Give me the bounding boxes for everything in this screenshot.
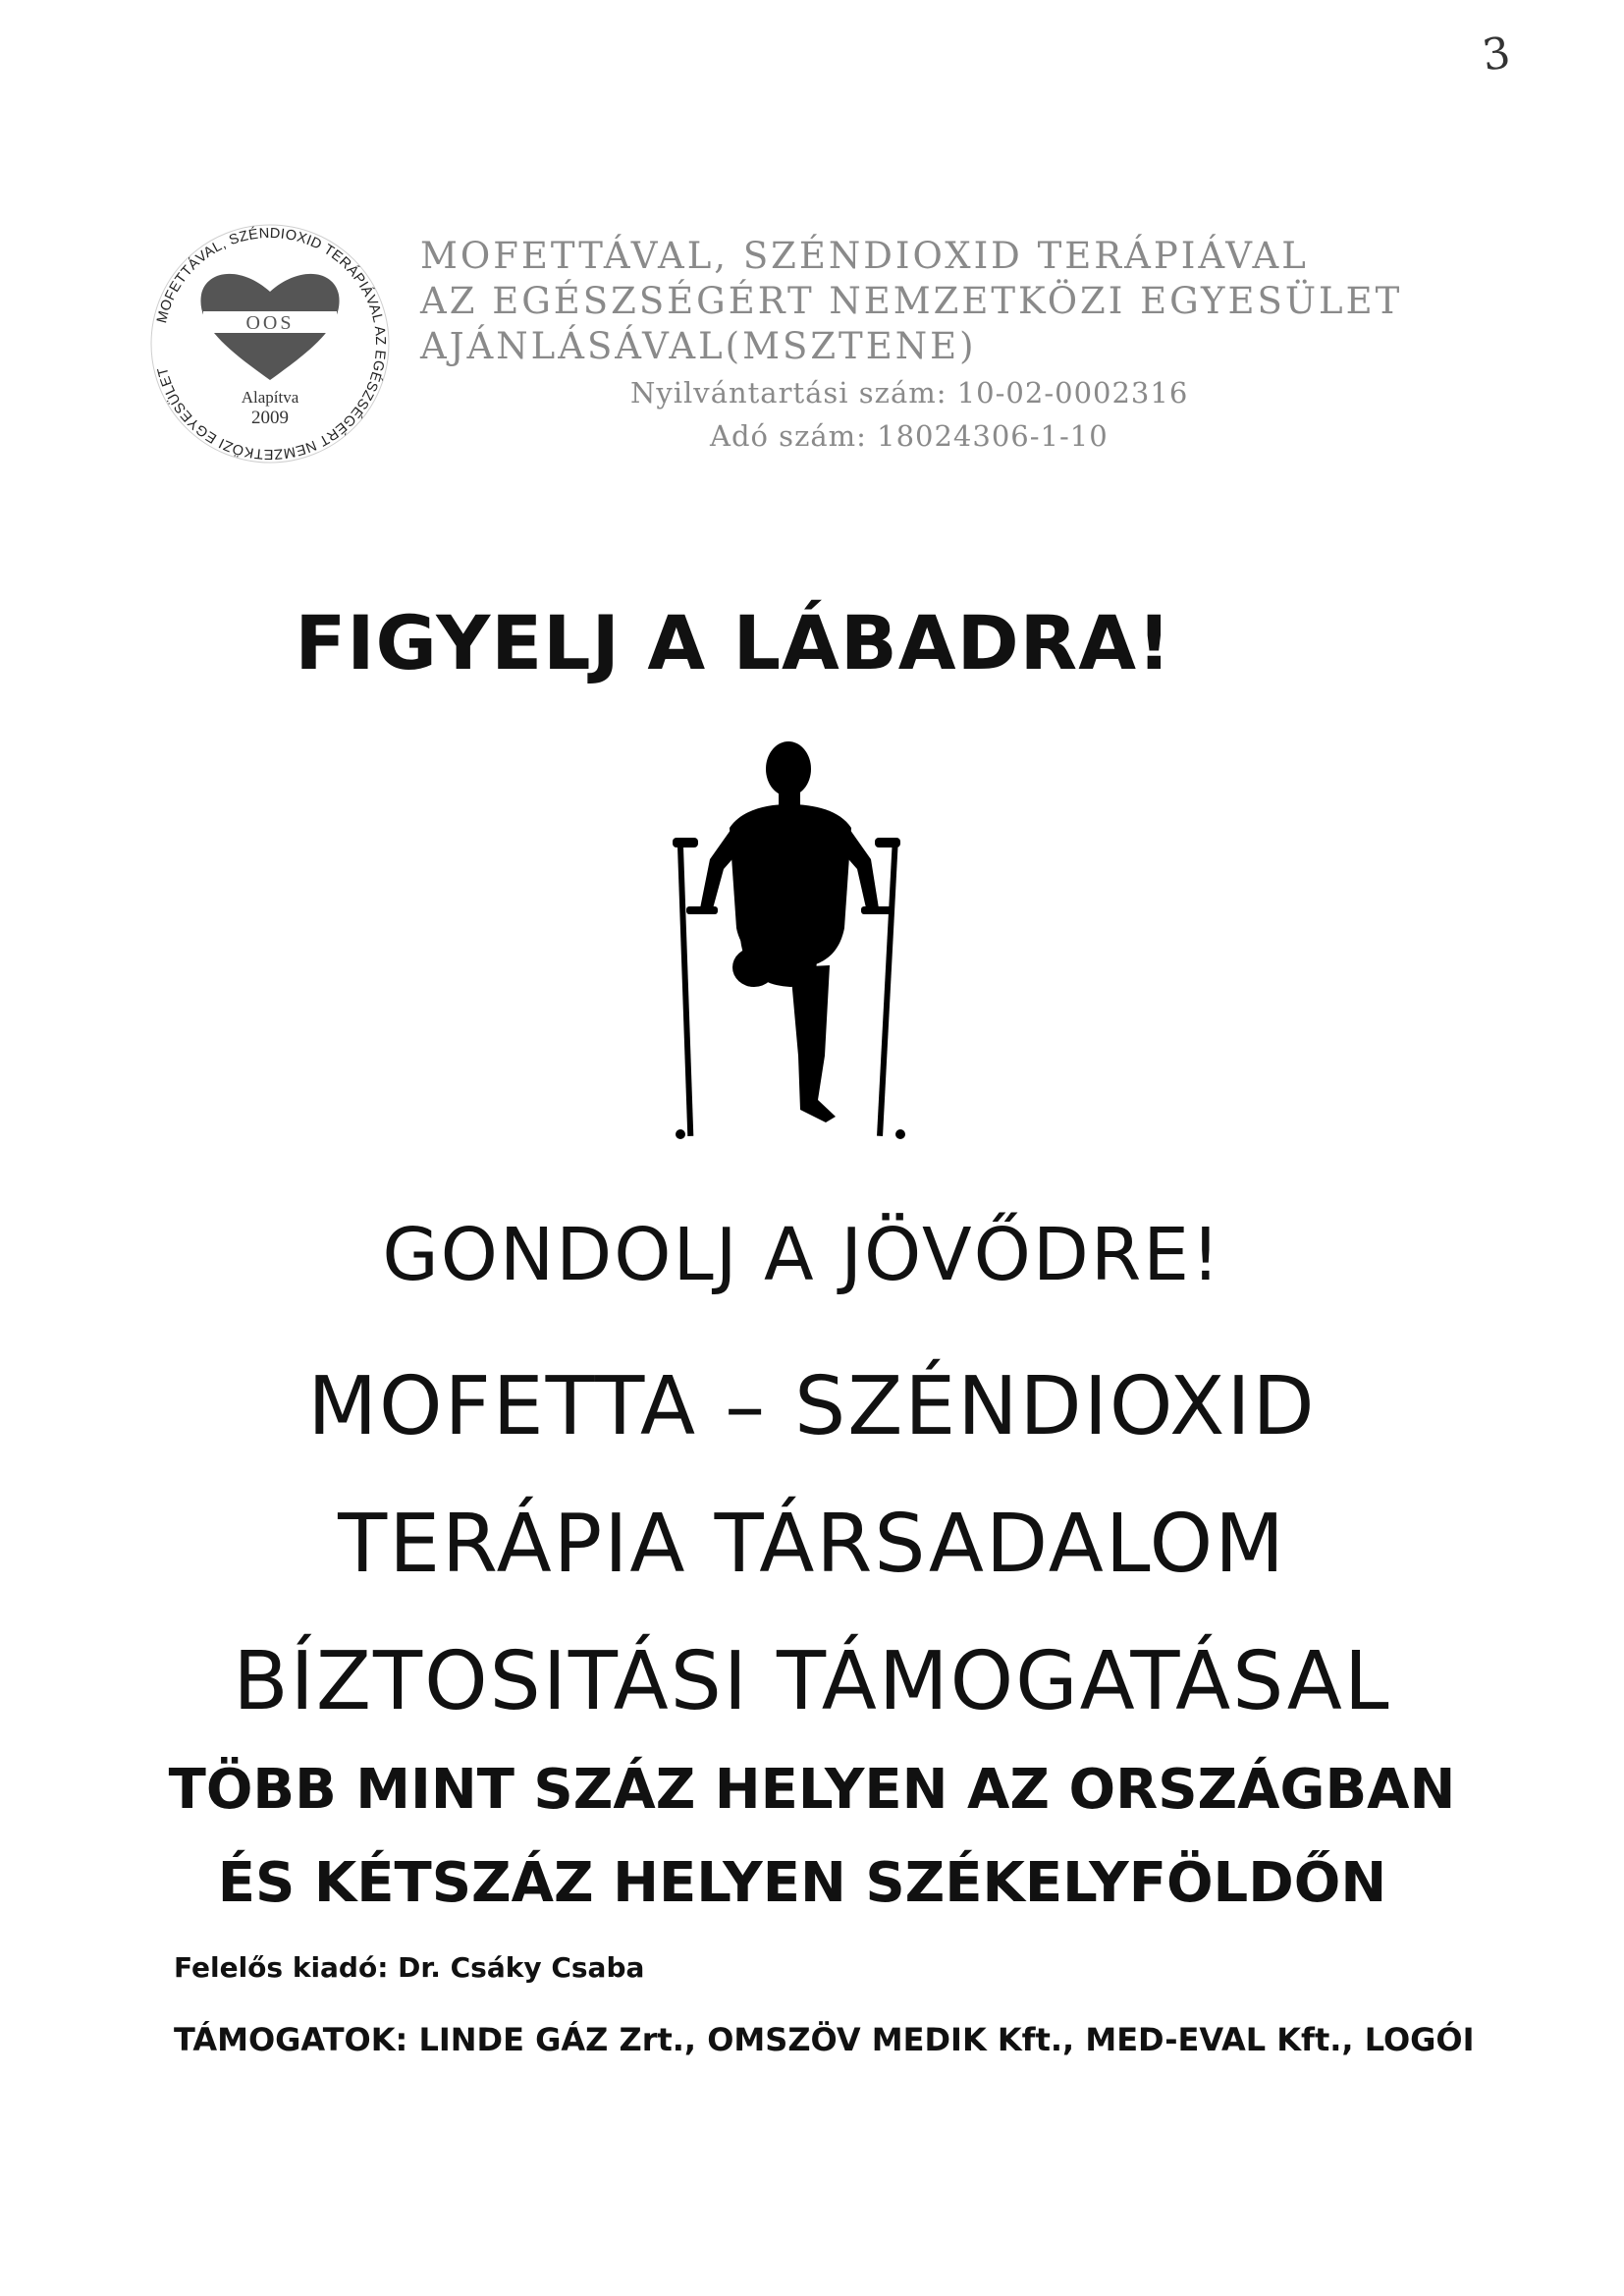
logo-ring-text: MOFETTÁVAL, SZÉNDIOXID TERÁPIÁVAL AZ EGÉSZSÉGÉRT NEMZETKÖZI EGYESÜLET xyxy=(154,225,389,463)
tax-number: Adó szám: 18024306-1-10 xyxy=(710,419,1109,453)
registration-number: Nyilvántartási szám: 10-02-0002316 xyxy=(630,376,1189,410)
body-line-4: TÖBB MINT SZÁZ HELYEN AZ ORSZÁGBAN xyxy=(168,1758,1456,1822)
sponsors-line: TÁMOGATOK: LINDE GÁZ Zrt., OMSZÖV MEDIK Kft., MED-EVAL Kft., LOGÓI xyxy=(174,2021,1475,2058)
org-name-line-2: AZ EGÉSZSÉGÉRT NEMZETKÖZI EGYESÜLET xyxy=(420,280,1403,322)
headline-watch-your-leg: FIGYELJ A LÁBADRA! xyxy=(295,599,1172,686)
body-line-2: TERÁPIA TÁRSADALOM xyxy=(338,1498,1286,1591)
organization-logo xyxy=(147,221,393,466)
logo-founded-label: Alapítva xyxy=(241,388,299,407)
body-line-5: ÉS KÉTSZÁZ HELYEN SZÉKELYFÖLDŐN xyxy=(217,1851,1387,1915)
org-name-line-1: MOFETTÁVAL, SZÉNDIOXID TERÁPIÁVAL xyxy=(420,235,1309,277)
body-line-3: BÍZTOSITÁSI TÁMOGATÁSAL xyxy=(233,1635,1391,1728)
publisher-credit: Felelős kiadó: Dr. Csáky Csaba xyxy=(174,1951,645,1984)
headline-think-of-future: GONDOLJ A JÖVŐDRE! xyxy=(382,1213,1222,1297)
logo-heart-text: OOS xyxy=(245,312,295,334)
org-name-line-3: AJÁNLÁSÁVAL(MSZTENE) xyxy=(420,325,977,367)
body-line-1: MOFETTA – SZÉNDIOXID xyxy=(307,1360,1317,1453)
organization-header xyxy=(420,234,1432,458)
page-number: 3 xyxy=(1479,27,1514,82)
logo-founded-year: 2009 xyxy=(251,408,289,428)
amputee-on-crutches-icon xyxy=(643,732,928,1144)
